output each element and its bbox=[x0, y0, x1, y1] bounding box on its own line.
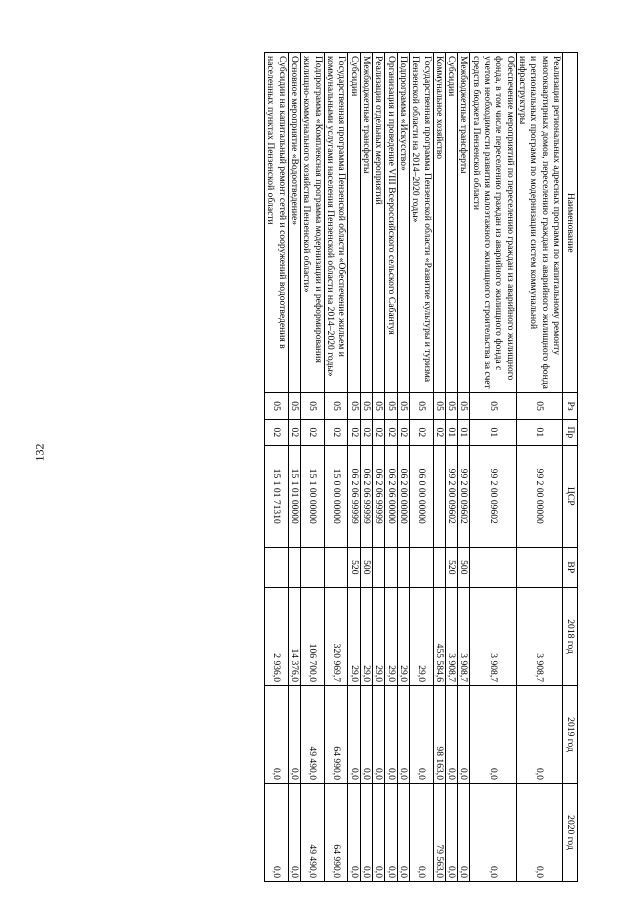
table-row bbox=[288, 53, 300, 882]
cell-2019: 0,0 bbox=[470, 686, 516, 784]
cell-name: Реализация отдельных мероприятий bbox=[373, 53, 385, 393]
cell-name: Реализация региональных адресных программ по капитальному ремонту многоквартирных домов, переселению граждан из аварийного жилищного фонда и региональных программ по модернизации систем коммунальной инфраструктуры bbox=[516, 53, 562, 393]
cell-2018: 2 936,0 bbox=[265, 588, 289, 686]
cell-2020: 0,0 bbox=[265, 783, 289, 881]
cell-pr: 01 bbox=[516, 419, 562, 445]
cell-2018: 320 969,7 bbox=[324, 588, 348, 686]
cell-2019: 49 490,0 bbox=[301, 686, 325, 784]
cell-rz: 05 bbox=[409, 393, 433, 419]
cell-2018: 29,0 bbox=[409, 588, 433, 686]
table-row bbox=[409, 53, 433, 882]
cell-rz: 05 bbox=[470, 393, 516, 419]
cell-vr: 520 bbox=[348, 547, 360, 588]
cell-rz: 05 bbox=[324, 393, 348, 419]
table-row bbox=[470, 53, 516, 882]
cell-2019: 0,0 bbox=[373, 686, 385, 784]
header-vr: ВР bbox=[563, 547, 578, 588]
cell-csr: 06 2 06 99999 bbox=[360, 445, 372, 547]
header-2020: 2020 год bbox=[563, 783, 578, 881]
cell-pr: 02 bbox=[265, 419, 289, 445]
cell-2019: 0,0 bbox=[385, 686, 397, 784]
cell-pr: 01 bbox=[445, 419, 457, 445]
cell-2018: 14 376,0 bbox=[288, 588, 300, 686]
cell-vr bbox=[433, 547, 445, 588]
cell-2018: 3 908,7 bbox=[516, 588, 562, 686]
cell-rz: 05 bbox=[360, 393, 372, 419]
page-number: 132 bbox=[32, 443, 47, 462]
cell-rz: 05 bbox=[445, 393, 457, 419]
cell-2019: 0,0 bbox=[409, 686, 433, 784]
cell-csr: 15 0 00 00000 bbox=[324, 445, 348, 547]
budget-table bbox=[264, 52, 578, 882]
cell-vr: 520 bbox=[445, 547, 457, 588]
cell-2020: 0,0 bbox=[360, 783, 372, 881]
cell-2019: 0,0 bbox=[348, 686, 360, 784]
cell-pr: 02 bbox=[360, 419, 372, 445]
table-row bbox=[360, 53, 372, 882]
cell-2020: 0,0 bbox=[516, 783, 562, 881]
cell-name: Государственная программа Пензенской области «Обеспечение жильем и коммунальными услугами населения Пензенской области на 2014–2020 годы» bbox=[324, 53, 348, 393]
cell-csr: 06 2 06 99999 bbox=[373, 445, 385, 547]
cell-name: Обеспечение мероприятий по переселению граждан из аварийного жилищного фонда, в том числе переселению граждан из аварийного жилищного фонда с учетом необходимости развития малоэтажного жилищного строительства за счет средств бюджета Пензенской области bbox=[470, 53, 516, 393]
cell-csr bbox=[433, 445, 445, 547]
cell-rz: 05 bbox=[385, 393, 397, 419]
cell-2020: 0,0 bbox=[348, 783, 360, 881]
cell-pr: 02 bbox=[348, 419, 360, 445]
table-row bbox=[301, 53, 325, 882]
cell-csr: 06 2 06 00000 bbox=[385, 445, 397, 547]
cell-2020: 0,0 bbox=[409, 783, 433, 881]
cell-csr: 06 2 00 00000 bbox=[397, 445, 409, 547]
cell-2018: 29,0 bbox=[385, 588, 397, 686]
cell-pr: 02 bbox=[385, 419, 397, 445]
cell-name: Межбюджетные трансферты bbox=[360, 53, 372, 393]
cell-vr bbox=[470, 547, 516, 588]
cell-2019: 0,0 bbox=[288, 686, 300, 784]
cell-pr: 02 bbox=[397, 419, 409, 445]
table-header-row bbox=[563, 53, 578, 882]
cell-name: Коммунальное хозяйство bbox=[433, 53, 445, 393]
budget-table-container bbox=[79, 52, 578, 882]
header-pr: Пр bbox=[563, 419, 578, 445]
cell-pr: 02 bbox=[373, 419, 385, 445]
cell-rz: 05 bbox=[373, 393, 385, 419]
header-2018: 2018 год bbox=[563, 588, 578, 686]
cell-name: Подпрограмма «Искусство» bbox=[397, 53, 409, 393]
cell-pr: 02 bbox=[288, 419, 300, 445]
cell-vr bbox=[288, 547, 300, 588]
table-row bbox=[348, 53, 360, 882]
cell-csr: 99 2 00 09602 bbox=[445, 445, 457, 547]
cell-2020: 0,0 bbox=[470, 783, 516, 881]
cell-pr: 02 bbox=[301, 419, 325, 445]
cell-2020: 0,0 bbox=[445, 783, 457, 881]
cell-rz: 05 bbox=[433, 393, 445, 419]
cell-2019: 0,0 bbox=[360, 686, 372, 784]
cell-rz: 05 bbox=[348, 393, 360, 419]
cell-rz: 05 bbox=[301, 393, 325, 419]
cell-name: Организация и проведение VIII Всероссийского сельского Сабантуя bbox=[385, 53, 397, 393]
cell-name: Основное мероприятие «Водоотведение» bbox=[288, 53, 300, 393]
cell-pr: 02 bbox=[433, 419, 445, 445]
cell-rz: 05 bbox=[288, 393, 300, 419]
table-row bbox=[265, 53, 289, 882]
cell-2018: 3 908,7 bbox=[458, 588, 470, 686]
cell-vr bbox=[397, 547, 409, 588]
cell-rz: 05 bbox=[458, 393, 470, 419]
cell-vr bbox=[385, 547, 397, 588]
cell-2018: 29,0 bbox=[373, 588, 385, 686]
table-row bbox=[445, 53, 457, 882]
cell-name: Подпрограмма «Комплексная программа модернизации и реформирования жилищно-коммунального хозяйства Пензенской области» bbox=[301, 53, 325, 393]
cell-2018: 455 584,6 bbox=[433, 588, 445, 686]
cell-2020: 0,0 bbox=[458, 783, 470, 881]
cell-2019: 0,0 bbox=[265, 686, 289, 784]
cell-vr bbox=[265, 547, 289, 588]
cell-pr: 02 bbox=[324, 419, 348, 445]
cell-rz: 05 bbox=[397, 393, 409, 419]
cell-2019: 98 163,0 bbox=[433, 686, 445, 784]
table-row bbox=[385, 53, 397, 882]
cell-2019: 0,0 bbox=[458, 686, 470, 784]
cell-2020: 0,0 bbox=[288, 783, 300, 881]
cell-pr: 02 bbox=[409, 419, 433, 445]
cell-csr: 99 2 00 09602 bbox=[458, 445, 470, 547]
cell-csr: 15 1 00 00000 bbox=[301, 445, 325, 547]
cell-2018: 106 700,0 bbox=[301, 588, 325, 686]
cell-2020: 64 990,0 bbox=[324, 783, 348, 881]
table-row bbox=[516, 53, 562, 882]
table-row bbox=[433, 53, 445, 882]
cell-csr: 15 1 01 71310 bbox=[265, 445, 289, 547]
cell-2018: 3 908,7 bbox=[445, 588, 457, 686]
cell-2020: 49 490,0 bbox=[301, 783, 325, 881]
cell-pr: 01 bbox=[458, 419, 470, 445]
cell-csr: 99 2 00 09602 bbox=[470, 445, 516, 547]
cell-name: Субсидии на капитальный ремонт сетей и сооружений водоотведения в населенных пунктах Пензенской области bbox=[265, 53, 289, 393]
cell-name: Государственная программа Пензенской области «Развитие культуры и туризма Пензенской области на 2014–2020 годы» bbox=[409, 53, 433, 393]
cell-csr: 06 2 06 99999 bbox=[348, 445, 360, 547]
cell-vr bbox=[373, 547, 385, 588]
table-row bbox=[458, 53, 470, 882]
cell-2019: 64 990,0 bbox=[324, 686, 348, 784]
cell-name: Межбюджетные трансферты bbox=[458, 53, 470, 393]
cell-name: Субсидии bbox=[445, 53, 457, 393]
cell-vr bbox=[324, 547, 348, 588]
cell-2020: 0,0 bbox=[397, 783, 409, 881]
cell-2019: 0,0 bbox=[397, 686, 409, 784]
cell-2020: 79 563,0 bbox=[433, 783, 445, 881]
cell-2018: 29,0 bbox=[348, 588, 360, 686]
header-2019: 2019 год bbox=[563, 686, 578, 784]
cell-2019: 0,0 bbox=[516, 686, 562, 784]
cell-2018: 29,0 bbox=[360, 588, 372, 686]
cell-rz: 05 bbox=[265, 393, 289, 419]
cell-2020: 0,0 bbox=[373, 783, 385, 881]
table-row bbox=[397, 53, 409, 882]
cell-2020: 0,0 bbox=[385, 783, 397, 881]
cell-vr bbox=[301, 547, 325, 588]
table-row bbox=[373, 53, 385, 882]
cell-csr: 06 0 00 00000 bbox=[409, 445, 433, 547]
cell-2019: 0,0 bbox=[445, 686, 457, 784]
cell-vr bbox=[409, 547, 433, 588]
cell-csr: 15 1 01 00000 bbox=[288, 445, 300, 547]
header-name: Наименование bbox=[563, 53, 578, 393]
header-csr: ЦСР bbox=[563, 445, 578, 547]
cell-rz: 05 bbox=[516, 393, 562, 419]
cell-2018: 29,0 bbox=[397, 588, 409, 686]
cell-name: Субсидии bbox=[348, 53, 360, 393]
cell-vr: 500 bbox=[360, 547, 372, 588]
table-row bbox=[324, 53, 348, 882]
header-rz: Рз bbox=[563, 393, 578, 419]
cell-pr: 01 bbox=[470, 419, 516, 445]
cell-vr bbox=[516, 547, 562, 588]
cell-2018: 3 908,7 bbox=[470, 588, 516, 686]
cell-vr: 500 bbox=[458, 547, 470, 588]
cell-csr: 99 2 00 00000 bbox=[516, 445, 562, 547]
